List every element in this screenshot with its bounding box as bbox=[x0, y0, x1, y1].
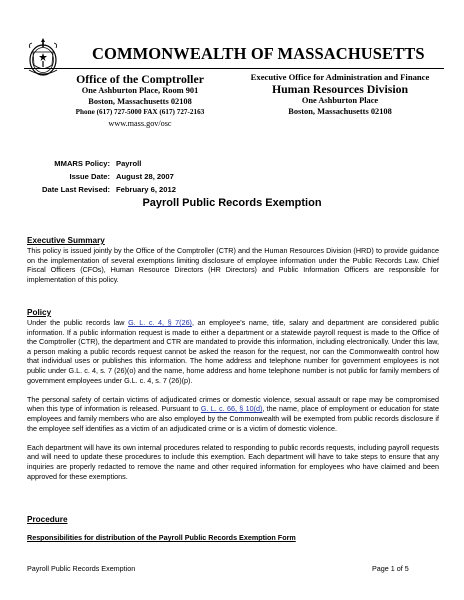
revised-date-value: February 6, 2012 bbox=[116, 185, 176, 194]
policy-p2-text-before: The personal safety of certain victims of adjudicated crimes or domestic violence, sexual assault or rape may be compromised when this type of information is released. Pursuant to bbox=[27, 394, 439, 414]
footer-document-name: Payroll Public Records Exemption bbox=[27, 564, 136, 573]
footer-page-number: Page 1 of 5 bbox=[372, 564, 409, 573]
issue-date-label: Issue Date: bbox=[69, 172, 110, 181]
hrd-office-block bbox=[236, 72, 444, 117]
policy-row bbox=[20, 157, 176, 170]
policy-label: MMARS Policy: bbox=[54, 159, 110, 168]
policy-section bbox=[27, 308, 439, 481]
policy-paragraph-3: Each department will have its own internal procedures related to responding to public records requests, including payroll requests and will need to update these procedures to include this exemption. Each department will have to take steps to ensure that any inquiries are properly redacted to remove the name and other required information for employees who have claimed and been approved for these exemptions. bbox=[27, 442, 439, 481]
issue-date-value: August 28, 2007 bbox=[116, 172, 174, 181]
comptroller-office-block bbox=[42, 72, 238, 129]
header-divider bbox=[24, 68, 444, 69]
executive-summary-section bbox=[27, 236, 439, 284]
document-title: Payroll Public Records Exemption bbox=[142, 197, 322, 209]
comptroller-office-title: Office of the Comptroller bbox=[76, 72, 204, 86]
policy-metadata bbox=[20, 157, 176, 196]
procedure-heading: Procedure bbox=[27, 515, 68, 524]
revised-date-label: Date Last Revised: bbox=[42, 185, 110, 194]
gl-c66-s10d-link[interactable]: G. L. c. 66, § 10(d) bbox=[200, 404, 263, 414]
policy-paragraph-2 bbox=[27, 395, 439, 433]
executive-summary-text: This policy is issued jointly by the Office of the Comptroller (CTR) and the Human Resources Division (HRD) to provide guidance on the implementation of several exemptions limiting disclosure of employee information under the Public Records Law. Chief Fiscal Officers (CFOs), Human Resource Directors (HR Directors) and Public Information Officers are responsible for implementation of this policy. bbox=[27, 246, 439, 284]
commonwealth-heading: COMMONWEALTH OF MASSACHUSETTS bbox=[92, 44, 425, 63]
policy-value: Payroll bbox=[116, 159, 142, 168]
policy-heading: Policy bbox=[27, 308, 52, 317]
procedure-subheading: Responsibilities for distribution of the Payroll Public Records Exemption Form bbox=[27, 533, 296, 542]
policy-p2-text-after: , the name, place of employment or education for state employees and family members who are also employed by the Commonwealth will be exempted from public records disclosure if the employee self identifies as a victim of an adjudicated crime or is a victim of domestic violence. bbox=[27, 404, 439, 433]
policy-paragraph-1 bbox=[27, 318, 439, 385]
policy-p1-text-after: , an employee's name, title, salary and department are considered public information. If a public information request is made to either a department or a statewide payroll request is made to the Office of the Comptroller (CTR), the department and CTR are mandated to provide this information, including electronically. Under this law, a person making a public records request cannot be asked the reason for the request, nor can the Commonwealth control how that individual uses or publishes this information. The home address and telephone number for government employees is not public under G.L. c. 4, s. 7 (26)(o) and the name, home address and home telephone number is not public for family members of government employees under G.L. c. 4, s. 7 (26)(p). bbox=[27, 318, 440, 385]
comptroller-address-line1: One Ashburton Place, Room 901 bbox=[81, 86, 199, 95]
anf-office-title: Executive Office for Administration and Finance bbox=[250, 72, 430, 82]
executive-summary-heading: Executive Summary bbox=[27, 236, 105, 245]
hrd-address-line2: Boston, Massachusetts 02108 bbox=[288, 107, 392, 116]
comptroller-phone: Phone (617) 727-5000 FAX (617) 727-2163 bbox=[75, 108, 205, 116]
comptroller-website: www.mass.gov/osc bbox=[108, 118, 172, 128]
policy-p1-text-before: Under the public records law bbox=[27, 318, 129, 327]
issue-date-row bbox=[20, 170, 176, 183]
hrd-address-line1: One Ashburton Place bbox=[301, 96, 379, 105]
revised-date-row bbox=[20, 183, 176, 196]
comptroller-address-line2: Boston, Massachusetts 02108 bbox=[88, 96, 192, 106]
procedure-section bbox=[27, 515, 439, 543]
hrd-title: Human Resources Division bbox=[271, 82, 409, 96]
gl-c4-s7-26-link[interactable]: G. L. c. 4, § 7(26) bbox=[128, 318, 192, 327]
